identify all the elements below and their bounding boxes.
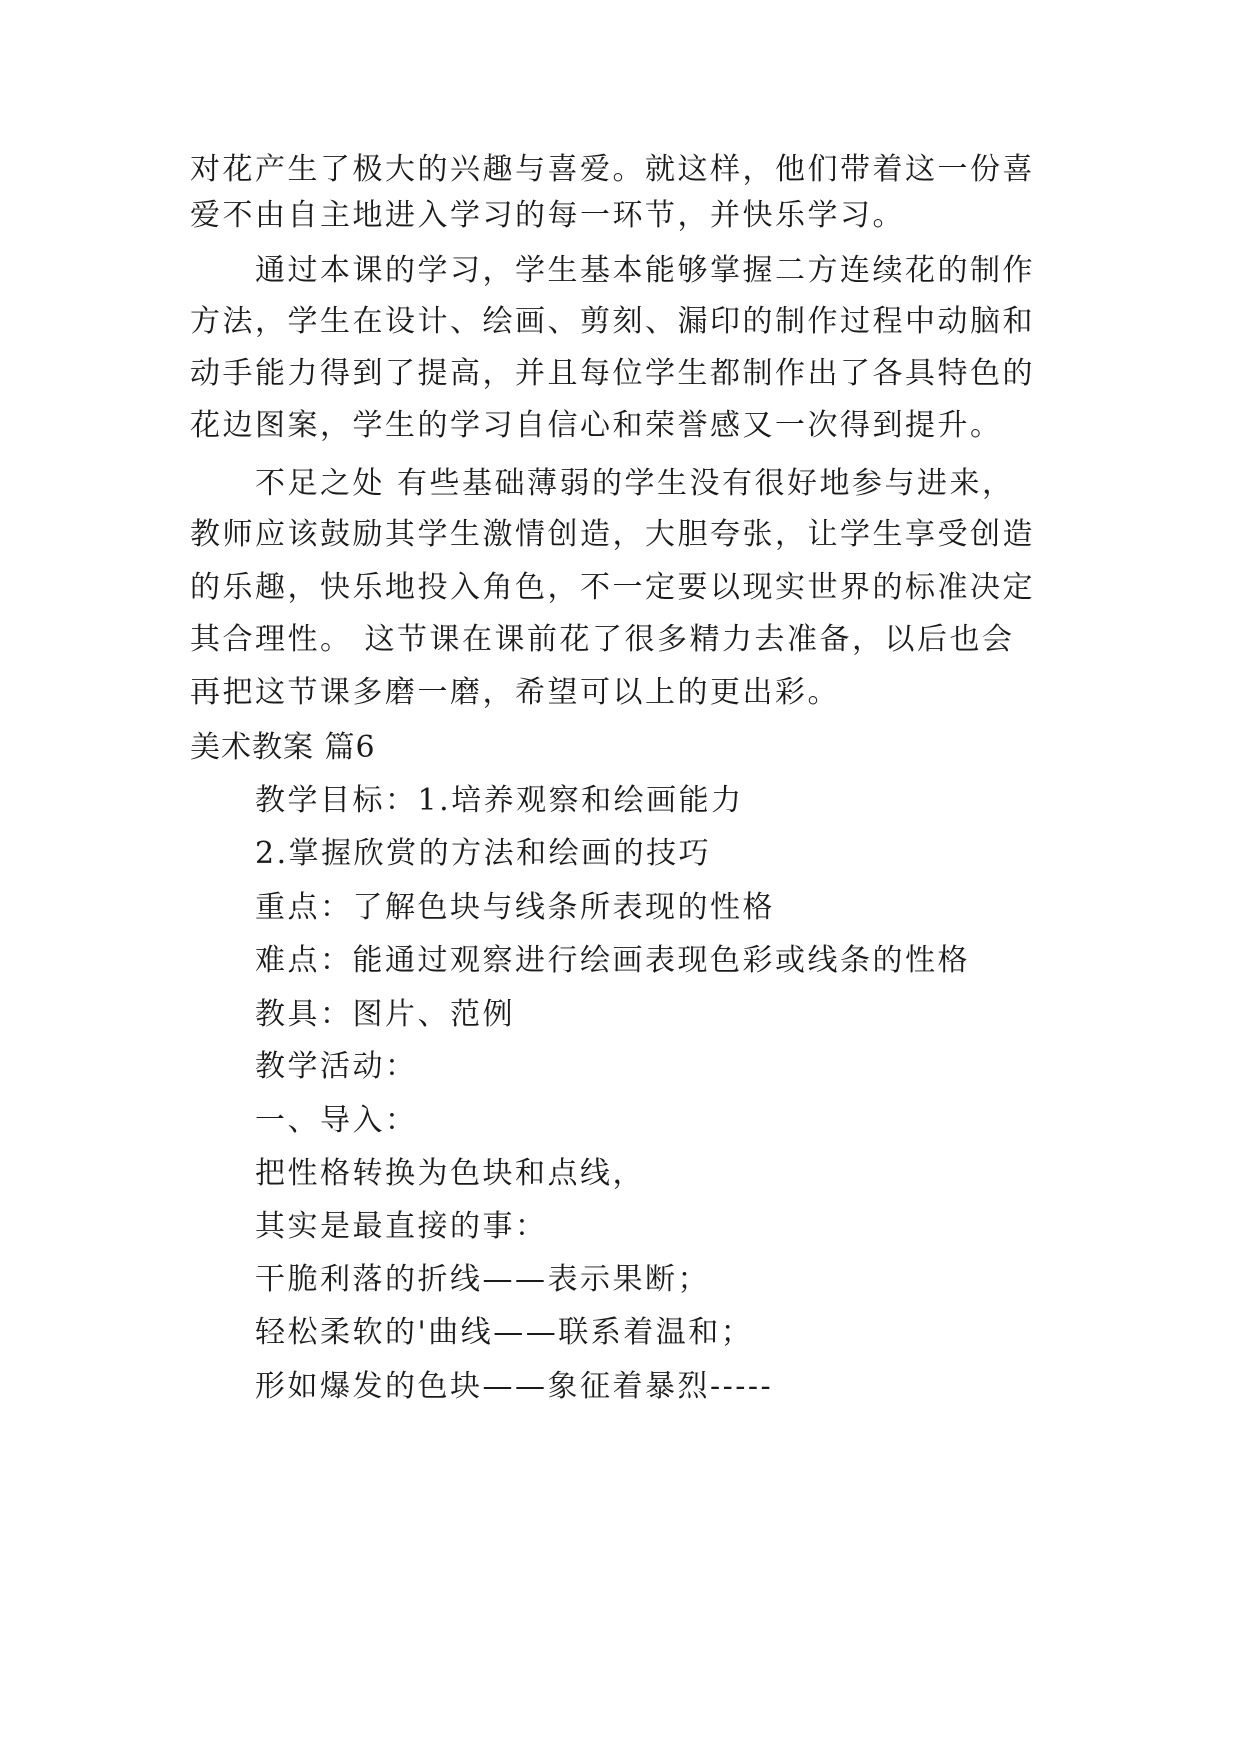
list-item: 教学活动： [255, 1049, 418, 1084]
section-title: 美术教案 篇6 [190, 730, 376, 765]
list-item: 形如爆发的色块——象征着暴烈----- [255, 1369, 774, 1404]
paragraph3-line-5: 再把这节课多磨一磨，希望可以上的更出彩。 [190, 675, 840, 710]
list-item: 干脆利落的折线——表示果断； [255, 1262, 710, 1297]
list-item: 2.掌握欣赏的方法和绘画的技巧 [255, 836, 712, 871]
paragraph3-line-2: 教师应该鼓励其学生激情创造，大胆夸张，让学生享受创造 [190, 517, 1035, 552]
list-item: 教学目标：1.培养观察和绘画能力 [255, 783, 744, 818]
paragraph2-line-4: 花边图案，学生的学习自信心和荣誉感又一次得到提升。 [190, 408, 1003, 443]
paragraph3-line-4: 其合理性。 这节课在课前花了很多精力去准备，以后也会 [190, 622, 1015, 657]
paragraph3-line-3: 的乐趣，快乐地投入角色，不一定要以现实世界的标准决定 [190, 570, 1035, 605]
list-item: 轻松柔软的'曲线——联系着温和； [255, 1315, 754, 1350]
list-item: 难点：能通过观察进行绘画表现色彩或线条的性格 [255, 943, 970, 978]
list-item: 一、导入： [255, 1103, 418, 1138]
paragraph2-line-3: 动手能力得到了提高，并且每位学生都制作出了各具特色的 [190, 356, 1035, 391]
paragraph2-line-2: 方法，学生在设计、绘画、剪刻、漏印的制作过程中动脑和 [190, 304, 1035, 339]
paragraph3-line-1: 不足之处 有些基础薄弱的学生没有很好地参与进来， [255, 466, 1015, 501]
paragraph1-line-2: 爱不由自主地进入学习的每一环节，并快乐学习。 [190, 198, 905, 233]
list-item: 把性格转换为色块和点线， [255, 1156, 645, 1191]
list-item: 重点：了解色块与线条所表现的性格 [255, 890, 775, 925]
list-item: 教具：图片、范例 [255, 997, 515, 1032]
paragraph1-line-1: 对花产生了极大的兴趣与喜爱。就这样，他们带着这一份喜 [190, 152, 1035, 187]
paragraph2-line-1: 通过本课的学习，学生基本能够掌握二方连续花的制作 [255, 253, 1035, 288]
list-item: 其实是最直接的事： [255, 1209, 548, 1244]
